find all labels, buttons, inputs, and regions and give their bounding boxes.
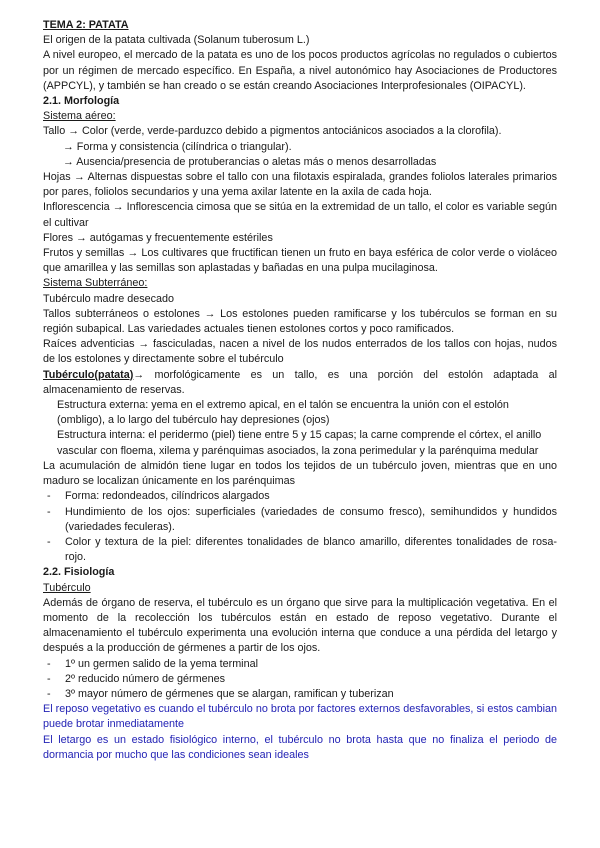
origin-line: El origen de la patata cultivada (Solanum tuberosum L.) xyxy=(43,34,310,47)
reposo-note: El reposo vegetativo es cuando el tubérculo no brota por factores externos desfavorables, si estos cambian puede brotar inmediatamente xyxy=(43,703,557,731)
intro-paragraph: A nivel europeo, el mercado de la patata es uno de los pocos productos agrícolas no regulados o cubiertos por un régimen de mercado específico. En España, a nivel autonómico hay Asociaciones de Productores (APPCYL), y también se han creado o se están creando Asociaciones Interprofesionales (OIPACYL). xyxy=(43,49,557,92)
subheading-sistema-subterraneo: Sistema Subterráneo: xyxy=(43,277,148,290)
subheading-tuberculo: Tubérculo xyxy=(43,581,91,594)
dash-bullet-icon: - xyxy=(47,672,51,685)
letargo-note: El letargo es un estado fisiológico interno, el tubérculo no brota hasta que no finaliza el periodo de dormancia por mucho que las condiciones sean ideales xyxy=(43,733,557,761)
list-item xyxy=(43,489,557,504)
list-item-text: Color y textura de la piel: diferentes tonalidades de blanco amarillo, diferentes tonalidades de rosa-rojo. xyxy=(65,535,557,564)
dash-bullet-icon: - xyxy=(47,490,51,503)
document-page xyxy=(43,18,557,763)
list-item xyxy=(43,657,557,672)
list-item xyxy=(43,505,557,535)
tallo-aletas-line: → Ausencia/presencia de protuberancias o aletas más o menos desarrolladas xyxy=(63,155,437,168)
tuberculo-definition: → morfológicamente es un tallo, es una porción del estolón adaptada al almacenamiento de reservas. xyxy=(43,368,557,396)
tallo-forma-line: → Forma y consistencia (cilíndrica o triangular). xyxy=(63,140,292,153)
dash-bullet-icon: - xyxy=(47,505,51,518)
flores-line: Flores → autógamas y frecuentemente estériles xyxy=(43,231,273,244)
hojas-paragraph: Hojas → Alternas dispuestas sobre el tallo con una filotaxis espiralada, grandes foliolos laterales primarios por pares, foliolos secundarios y una yema axilar latente en la axila de cada hoja. xyxy=(43,171,557,199)
page-title: TEMA 2: PATATA xyxy=(43,19,129,31)
dash-bullet-icon: - xyxy=(47,687,51,700)
list-item xyxy=(43,672,557,687)
tuberculo-madre-line: Tubérculo madre desecado xyxy=(43,292,175,305)
section-heading-fisiologia: 2.2. Fisiología xyxy=(43,566,115,579)
section-heading-morfologia: 2.1. Morfología xyxy=(43,95,120,108)
estructura-interna-paragraph: Estructura interna: el peridermo (piel) tiene entre 5 y 15 capas; la carne comprende el córtex, el anillo vascular con floema, xilema y parénquimas asociados, la zona perimedular y la parénquima medular xyxy=(57,429,542,457)
almidon-paragraph: La acumulación de almidón tiene lugar en todos los tejidos de un tubérculo joven, mientras que en uno maduro se localizan únicamente en los parénquimas xyxy=(43,459,557,488)
list-item xyxy=(43,687,557,702)
tuberculo-term: Tubérculo(patata) xyxy=(43,368,134,381)
list-item-text: 3º mayor número de gérmenes que se alargan, ramifican y tuberizan xyxy=(65,687,394,700)
dash-bullet-icon: - xyxy=(47,657,51,670)
fisiologia-paragraph: Además de órgano de reserva, el tubérculo es un órgano que sirve para la multiplicación vegetativa. En el momento de la recolección los tubérculos están en estado de reposo vegetativo. Durante el almacenamiento el tubérculo experimenta una evolución interna que conduce a una pérdida del letargo y después a la producción de gérmenes a partir de los ojos. xyxy=(43,596,557,655)
list-item-text: 1º un germen salido de la yema terminal xyxy=(65,657,258,670)
inflorescencia-paragraph: Inflorescencia → Inflorescencia cimosa que se sitúa en la extremidad de un tallo, el color es variable según el cultivar xyxy=(43,201,557,229)
list-item-text: 2º reducido número de gérmenes xyxy=(65,672,225,685)
tallo-line: Tallo → Color (verde, verde-parduzco debido a pigmentos antociánicos asociados a la clorofila). xyxy=(43,125,502,138)
list-item-text: Forma: redondeados, cilíndricos alargados xyxy=(65,490,270,503)
estructura-externa-paragraph: Estructura externa: yema en el extremo apical, en el talón se encuentra la unión con el estolón (ombligo), a lo largo del tubérculo hay depresiones (ojos) xyxy=(57,399,509,427)
frutos-paragraph: Frutos y semillas → Los cultivares que fructifican tienen un fruto en baya esférica de color verde o violáceo que amarillea y las semillas son aplastadas y bañadas en una pulpa mucilaginosa. xyxy=(43,247,557,275)
dash-bullet-icon: - xyxy=(47,535,51,548)
raices-paragraph: Raíces adventicias → fasciculadas, nacen a nivel de los nudos enterrados de los tallos con hojas, nudos de los estolones y directamente sobre el tubérculo xyxy=(43,338,557,366)
tallos-subterraneos-paragraph: Tallos subterráneos o estolones → Los estolones pueden ramificarse y los tubérculos se forman en su región subapical. Las variedades actuales tienen estolones cortos y poco ramificados. xyxy=(43,307,557,336)
list-item-text: Hundimiento de los ojos: superficiales (variedades de consumo fresco), semihundidos y hundidos (variedades feculeras). xyxy=(65,505,557,533)
tuberculo-paragraph xyxy=(43,368,557,398)
subheading-sistema-aereo: Sistema aéreo: xyxy=(43,110,116,123)
list-item xyxy=(43,535,557,565)
